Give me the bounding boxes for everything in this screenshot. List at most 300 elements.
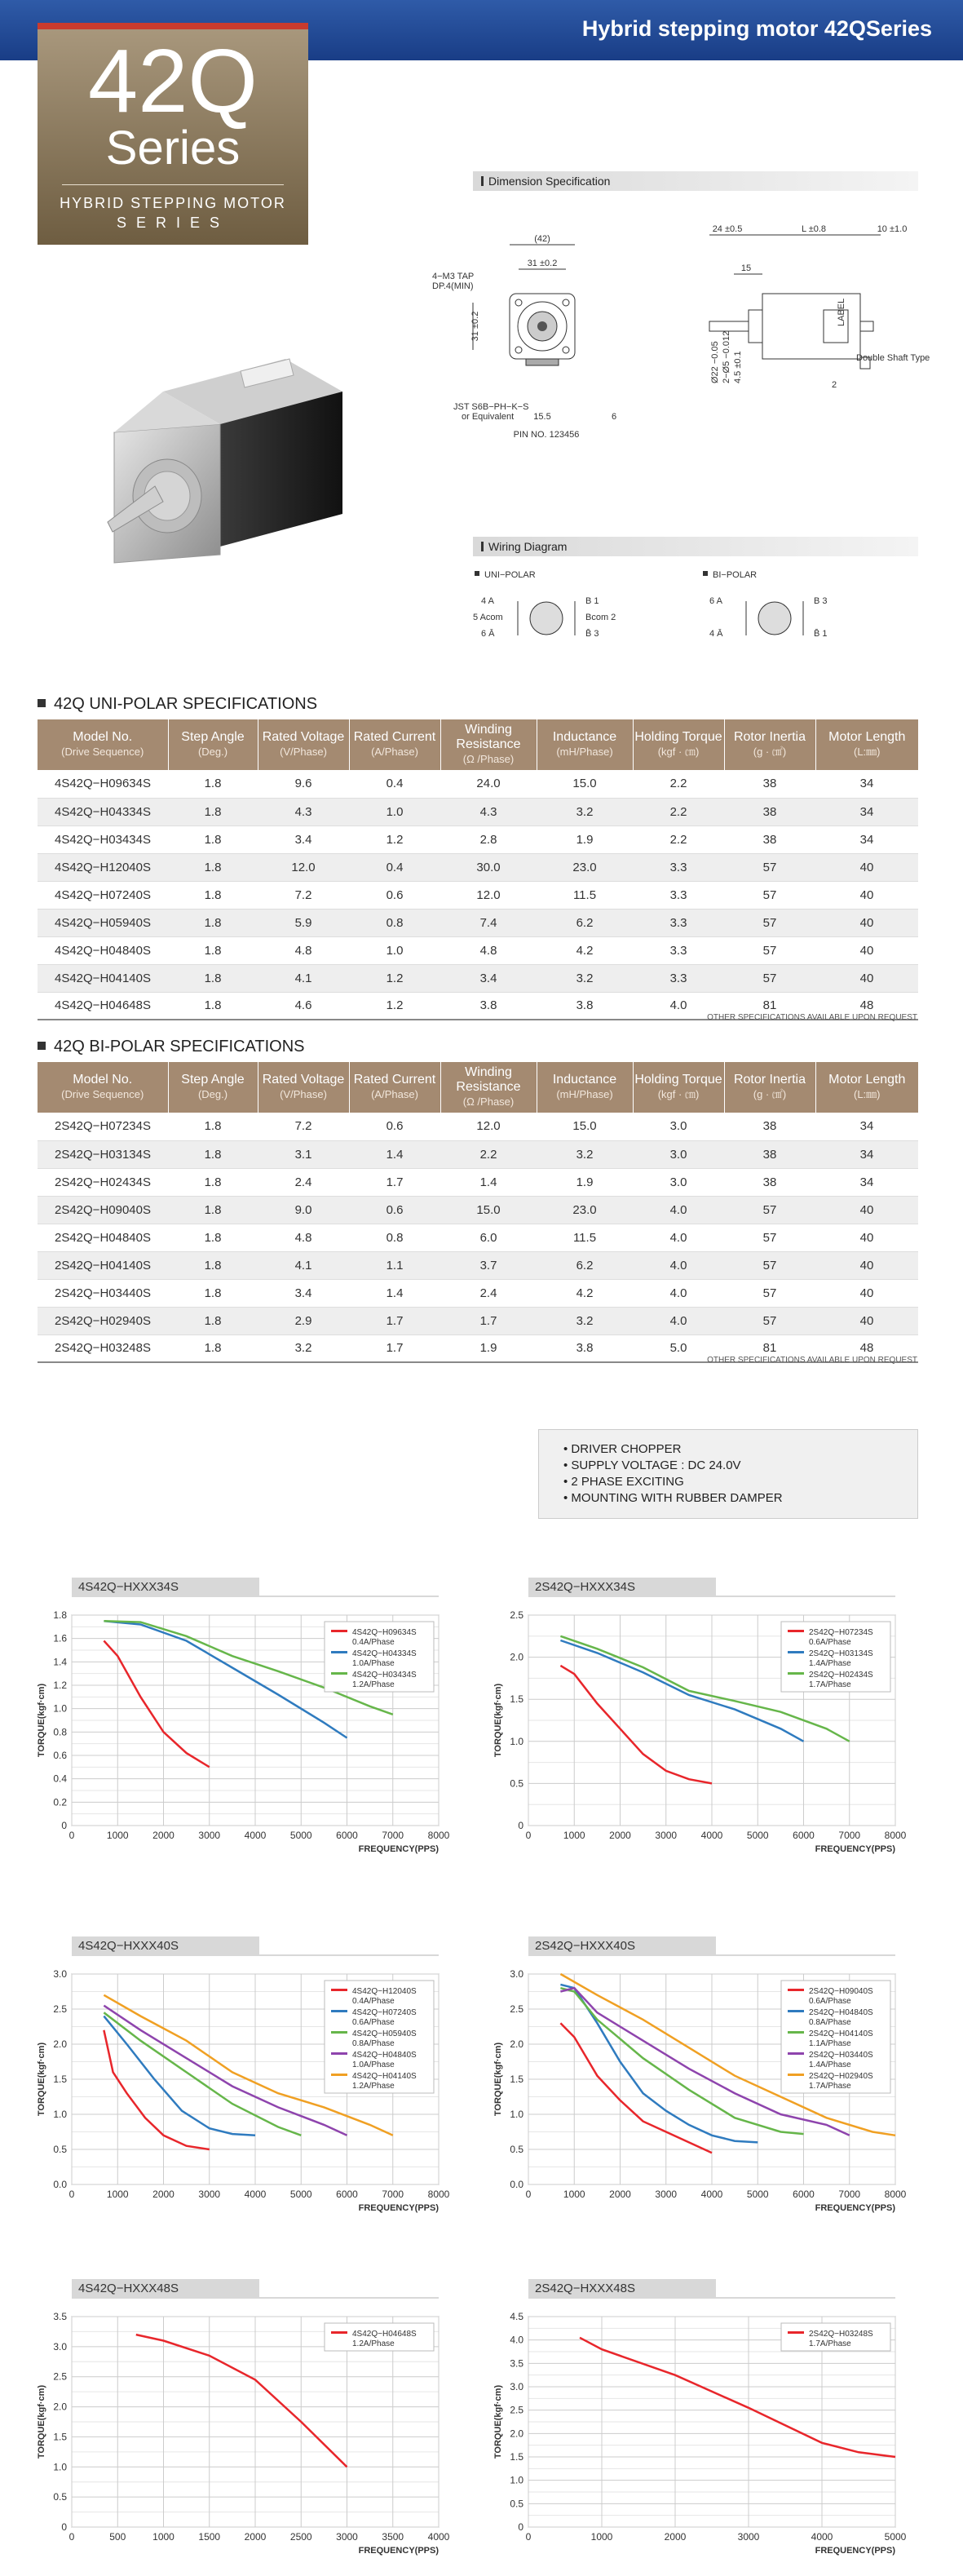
dim-2: 2: [832, 380, 837, 390]
spec-cell: 57: [724, 936, 815, 964]
x-tick-label: 8000: [884, 2189, 907, 2200]
spec-cell: 1.8: [168, 770, 258, 798]
spec-cell: 40: [815, 881, 918, 909]
x-tick-label: 0: [525, 1830, 532, 1841]
page-title: Hybrid stepping motor 42QSeries: [581, 16, 932, 41]
column-header-unit: (Deg.): [197, 746, 228, 758]
spec-cell: 23.0: [537, 853, 633, 881]
y-tick-label: 0.0: [53, 2179, 67, 2190]
column-header-unit: (V/Phase): [280, 1088, 327, 1100]
spec-cell: 3.4: [440, 964, 537, 992]
y-tick-label: 2.0: [510, 1651, 523, 1663]
dim-24: 24 ±0.5: [712, 224, 743, 234]
x-tick-label: 2000: [664, 2531, 687, 2543]
column-header-label: Model No.: [73, 730, 133, 744]
y-axis-title: TORQUE(kgf·cm): [37, 1683, 46, 1758]
spec-cell: 3.2: [258, 1334, 349, 1362]
spec-cell: 4.8: [258, 936, 349, 964]
column-header-unit: (Drive Sequence): [61, 1088, 144, 1100]
legend-series-name: 2S42Q−H02434S: [809, 1671, 873, 1680]
column-header: [537, 719, 633, 770]
x-tick-label: 1000: [152, 2531, 174, 2543]
spec-cell: 57: [724, 1251, 815, 1279]
x-tick-label: 6000: [793, 1830, 815, 1841]
spec-cell: 1.8: [168, 964, 258, 992]
x-tick-label: 1500: [198, 2531, 221, 2543]
x-tick-label: 4000: [244, 2189, 267, 2200]
bi-label-a: 6 A: [709, 596, 722, 606]
spec-cell: 0.4: [349, 770, 440, 798]
spec-cell: 1.0: [349, 936, 440, 964]
spec-cell: 57: [724, 964, 815, 992]
spec-cell: 0.6: [349, 1196, 440, 1224]
model-number-cell: 2S42Q−H07234S: [38, 1113, 168, 1140]
column-header-label: Winding Resistance: [456, 723, 521, 751]
spec-cell: 1.8: [168, 881, 258, 909]
column-header-unit: (g · ㎠): [753, 1088, 787, 1100]
spec-cell: 3.2: [537, 1307, 633, 1334]
logo-divider: [62, 184, 284, 185]
spec-cell: 2.9: [258, 1307, 349, 1334]
column-header-label: Rotor Inertia: [733, 1073, 806, 1087]
legend-swatch: [331, 1672, 347, 1675]
spec-cell: 3.3: [633, 964, 724, 992]
spec-cell: 40: [815, 1279, 918, 1307]
legend-swatch: [331, 1630, 347, 1632]
x-tick-label: 0: [525, 2189, 532, 2200]
spec-cell: 23.0: [537, 1196, 633, 1224]
y-tick-label: 2.0: [510, 2428, 523, 2440]
model-number-cell: 4S42Q−H04334S: [38, 798, 168, 825]
spec-cell: 38: [724, 798, 815, 825]
x-axis-title: FREQUENCY(PPS): [815, 2203, 895, 2213]
model-number-cell: 2S42Q−H03134S: [38, 1140, 168, 1168]
legend-series-current: 0.6A/Phase: [352, 2018, 395, 2027]
spec-cell: 1.8: [168, 1307, 258, 1334]
spec-cell: 34: [815, 1140, 918, 1168]
unipolar-spec-table: [38, 719, 918, 1020]
spec-cell: 2.2: [633, 825, 724, 853]
legend-swatch: [331, 2010, 347, 2012]
legend-series-current: 0.4A/Phase: [352, 1638, 395, 1647]
spec-cell: 1.8: [168, 1168, 258, 1196]
legend-swatch: [788, 2010, 804, 2012]
legend-series-name: 4S42Q−H05940S: [352, 2029, 417, 2038]
uni-label-acom: 5 Acom: [473, 613, 503, 622]
spec-cell: 1.9: [440, 1334, 537, 1362]
spec-cell: 57: [724, 909, 815, 936]
double-shaft-note: Double Shaft Type: [856, 353, 930, 363]
column-header-label: Inductance: [552, 730, 617, 744]
y-tick-label: 2.5: [53, 2003, 67, 2015]
logo-model: 42Q: [88, 31, 258, 131]
bi-label-b-bar: B̄ 1: [814, 629, 828, 639]
spec-cell: 38: [724, 1113, 815, 1140]
feature-item: • MOUNTING WITH RUBBER DAMPER: [563, 1491, 783, 1505]
x-tick-label: 3000: [336, 2531, 358, 2543]
column-header: [349, 719, 440, 770]
y-tick-label: 2.5: [510, 1609, 523, 1621]
spec-cell: 6.2: [537, 909, 633, 936]
spec-cell: 1.8: [168, 1279, 258, 1307]
spec-cell: 4.8: [440, 936, 537, 964]
column-header: [815, 1062, 918, 1113]
y-tick-label: 2.0: [53, 2038, 67, 2050]
spec-cell: 2.4: [258, 1168, 349, 1196]
x-tick-label: 1000: [563, 1830, 585, 1841]
spec-cell: 7.2: [258, 1113, 349, 1140]
legend-series-current: 1.4A/Phase: [809, 2060, 851, 2069]
legend-series-name: 4S42Q−H07240S: [352, 2008, 417, 2017]
torque-chart-2s-34s: [489, 1574, 921, 1868]
spec-cell: 4.0: [633, 1251, 724, 1279]
column-header-label: Inductance: [552, 1073, 617, 1087]
column-header-label: Holding Torque: [634, 730, 722, 744]
spec-cell: 30.0: [440, 853, 537, 881]
x-tick-label: 7000: [838, 1830, 861, 1841]
column-header: [168, 1062, 258, 1113]
legend-series-name: 4S42Q−H04334S: [352, 1649, 417, 1658]
column-header-label: Holding Torque: [634, 1073, 722, 1087]
bi-polar-title: BI−POLAR: [713, 570, 758, 580]
logo-series: Series: [105, 122, 241, 175]
y-tick-label: 2.5: [510, 2404, 523, 2416]
legend-series-name: 2S42Q−H09040S: [809, 1987, 873, 1996]
spec-cell: 40: [815, 936, 918, 964]
dim-15-5: 15.5: [533, 412, 551, 422]
table-row: [38, 1168, 918, 1196]
spec-cell: 3.1: [258, 1140, 349, 1168]
spec-cell: 81: [724, 1334, 815, 1362]
legend-swatch: [788, 2074, 804, 2076]
y-tick-label: 0.5: [53, 2144, 67, 2155]
legend-swatch: [788, 1651, 804, 1653]
spec-cell: 34: [815, 770, 918, 798]
spec-cell: 40: [815, 1196, 918, 1224]
spec-cell: 15.0: [537, 770, 633, 798]
spec-cell: 1.8: [168, 798, 258, 825]
spec-cell: 2.2: [633, 770, 724, 798]
spec-cell: 3.3: [633, 853, 724, 881]
y-tick-label: 3.0: [53, 2340, 67, 2352]
column-header: [724, 1062, 815, 1113]
legend-series-name: 2S42Q−H04140S: [809, 2029, 873, 2038]
y-axis-title: TORQUE(kgf·cm): [37, 2384, 46, 2459]
legend-series-name: 2S42Q−H02940S: [809, 2072, 873, 2081]
y-tick-label: 1.8: [53, 1609, 67, 1621]
column-header: [724, 719, 815, 770]
spec-cell: 1.8: [168, 1140, 258, 1168]
spec-cell: 3.3: [633, 936, 724, 964]
wiring-section-title: Wiring Diagram: [488, 540, 568, 553]
spec-cell: 1.2: [349, 825, 440, 853]
y-tick-label: 0: [518, 2521, 523, 2533]
chart-title: 4S42Q−HXXX40S: [78, 1939, 179, 1953]
spec-cell: 38: [724, 770, 815, 798]
model-number-cell: 4S42Q−H07240S: [38, 881, 168, 909]
y-tick-label: 0.6: [53, 1750, 67, 1761]
chart-title-rule: [528, 1954, 895, 1956]
y-tick-label: 3.5: [53, 2311, 67, 2322]
column-header-unit: (Ω /Phase): [462, 753, 515, 765]
dim-42: (42): [534, 234, 550, 244]
spec-cell: 57: [724, 1307, 815, 1334]
y-tick-label: 0.0: [510, 2179, 523, 2190]
spec-cell: 4.0: [633, 1279, 724, 1307]
y-tick-label: 2.0: [510, 2038, 523, 2050]
column-header-unit: (Drive Sequence): [61, 746, 144, 758]
dim-4-5: 4.5 ±0.1: [733, 351, 743, 383]
x-tick-label: 1000: [563, 2189, 585, 2200]
features-box: [538, 1429, 918, 1519]
x-tick-label: 1000: [106, 2189, 129, 2200]
x-tick-label: 3000: [737, 2531, 760, 2543]
y-tick-label: 1.2: [53, 1680, 67, 1691]
y-tick-label: 3.0: [510, 1968, 523, 1980]
model-number-cell: 4S42Q−H04840S: [38, 936, 168, 964]
table-row: [38, 770, 918, 798]
y-tick-label: 0.4: [53, 1773, 67, 1785]
uni-polar-title: UNI−POLAR: [484, 570, 536, 580]
spec-cell: 3.0: [633, 1168, 724, 1196]
spec-cell: 4.0: [633, 1224, 724, 1251]
spec-cell: 7.4: [440, 909, 537, 936]
x-tick-label: 2500: [289, 2531, 312, 2543]
spec-cell: 2.8: [440, 825, 537, 853]
x-tick-label: 2000: [244, 2531, 267, 2543]
spec-cell: 24.0: [440, 770, 537, 798]
y-tick-label: 0: [518, 1820, 523, 1831]
torque-chart-2s-40s: [489, 1933, 921, 2227]
table-row: [38, 1251, 918, 1279]
spec-cell: 7.2: [258, 881, 349, 909]
column-header-label: Motor Length: [828, 1073, 906, 1087]
dim-31-h: 31 ±0.2: [527, 259, 558, 268]
model-number-cell: 2S42Q−H03440S: [38, 1279, 168, 1307]
spec-cell: 0.6: [349, 1113, 440, 1140]
spec-cell: 38: [724, 825, 815, 853]
chart-title-rule: [72, 1596, 439, 1597]
legend-series-current: 0.6A/Phase: [809, 1997, 851, 2006]
spec-cell: 1.4: [440, 1168, 537, 1196]
bipolar-spec-table: [38, 1062, 918, 1363]
y-tick-label: 0.2: [53, 1796, 67, 1808]
torque-chart-2s-48s: [489, 2276, 921, 2569]
legend-series-name: 4S42Q−H03434S: [352, 1671, 417, 1680]
y-tick-label: 1.5: [53, 2074, 67, 2085]
dim-connector: JST S6B−PH−K−S: [453, 402, 529, 412]
column-header: [168, 719, 258, 770]
spec-cell: 57: [724, 853, 815, 881]
motor-photo: [98, 343, 367, 612]
model-number-cell: 2S42Q−H04840S: [38, 1224, 168, 1251]
model-number-cell: 4S42Q−H09634S: [38, 770, 168, 798]
x-tick-label: 6000: [793, 2189, 815, 2200]
x-tick-label: 3500: [382, 2531, 404, 2543]
spec-cell: 11.5: [537, 881, 633, 909]
spec-cell: 1.2: [349, 992, 440, 1020]
spec-cell: 38: [724, 1168, 815, 1196]
y-tick-label: 0.5: [510, 1777, 523, 1790]
x-tick-label: 4000: [244, 1830, 267, 1841]
spec-cell: 3.3: [633, 881, 724, 909]
spec-cell: 81: [724, 992, 815, 1020]
model-number-cell: 4S42Q−H04140S: [38, 964, 168, 992]
column-header: [633, 719, 724, 770]
x-tick-label: 6000: [336, 2189, 358, 2200]
feature-item: • 2 PHASE EXCITING: [563, 1475, 684, 1489]
table-row: [38, 1140, 918, 1168]
table-row: [38, 853, 918, 881]
legend-series-current: 1.2A/Phase: [352, 2082, 395, 2091]
chart-title-rule: [72, 1954, 439, 1956]
spec-cell: 11.5: [537, 1224, 633, 1251]
unipolar-title: 42Q UNI-POLAR SPECIFICATIONS: [38, 695, 317, 714]
spec-cell: 9.6: [258, 770, 349, 798]
x-tick-label: 1000: [590, 2531, 613, 2543]
spec-cell: 1.4: [349, 1279, 440, 1307]
legend-series-current: 1.0A/Phase: [352, 1659, 395, 1668]
chart-title: 2S42Q−HXXX40S: [535, 1939, 635, 1953]
x-axis-title: FREQUENCY(PPS): [815, 1844, 895, 1854]
wiring-diagram: [473, 564, 918, 654]
legend-swatch: [788, 2331, 804, 2334]
dim-tap-depth: DP.4(MIN): [432, 281, 474, 291]
bi-label-b: B 3: [814, 596, 828, 606]
legend-series-current: 1.4A/Phase: [809, 1659, 851, 1668]
table-row: [38, 1224, 918, 1251]
y-tick-label: 1.0: [53, 2109, 67, 2120]
spec-cell: 15.0: [537, 1113, 633, 1140]
column-header: [815, 719, 918, 770]
spec-cell: 4.1: [258, 964, 349, 992]
x-tick-label: 8000: [884, 1830, 907, 1841]
table-row: [38, 798, 918, 825]
spec-cell: 12.0: [440, 881, 537, 909]
spec-cell: 9.0: [258, 1196, 349, 1224]
column-header-label: Step Angle: [181, 730, 245, 744]
spec-cell: 3.8: [440, 992, 537, 1020]
x-tick-label: 5000: [289, 2189, 312, 2200]
chart-title-rule: [528, 2297, 895, 2299]
column-header-unit: (L:㎜): [853, 746, 881, 758]
column-header-unit: (kgf · ㎝): [657, 1088, 700, 1100]
y-tick-label: 0: [61, 2521, 67, 2533]
column-header-label: Rated Current: [353, 730, 436, 744]
column-header: [38, 1062, 168, 1113]
spec-cell: 6.2: [537, 1251, 633, 1279]
column-header-unit: (L:㎜): [853, 1088, 881, 1100]
bipolar-title: 42Q BI-POLAR SPECIFICATIONS: [38, 1038, 304, 1056]
column-header-unit: (mH/Phase): [556, 746, 613, 758]
spec-cell: 4.8: [258, 1224, 349, 1251]
dim-15: 15: [740, 263, 752, 273]
spec-cell: 2.4: [440, 1279, 537, 1307]
x-tick-label: 0: [68, 2531, 75, 2543]
column-header-unit: (kgf · ㎝): [657, 746, 700, 758]
y-axis-title: TORQUE(kgf·cm): [37, 2042, 46, 2117]
dim-connector-equiv: or Equivalent: [462, 412, 515, 422]
y-tick-label: 1.0: [53, 2461, 67, 2473]
y-tick-label: 3.0: [53, 1968, 67, 1980]
x-tick-label: 1000: [106, 1830, 129, 1841]
model-number-cell: 2S42Q−H02940S: [38, 1307, 168, 1334]
torque-chart-4s-40s: [33, 1933, 465, 2227]
spec-cell: 4.3: [258, 798, 349, 825]
spec-cell: 57: [724, 881, 815, 909]
torque-chart-4s-48s: [33, 2276, 465, 2569]
table-row: [38, 1196, 918, 1224]
spec-cell: 1.8: [168, 909, 258, 936]
spec-cell: 4.3: [440, 798, 537, 825]
x-tick-label: 2000: [609, 2189, 631, 2200]
column-header-label: Model No.: [73, 1073, 133, 1087]
spec-cell: 4.2: [537, 1279, 633, 1307]
legend-series-current: 1.7A/Phase: [809, 1680, 851, 1689]
uni-label-a-bar: 6 Ā: [481, 629, 495, 639]
spec-cell: 48: [815, 992, 918, 1020]
spec-cell: 40: [815, 853, 918, 881]
legend-swatch: [788, 1989, 804, 1991]
dim-10: 10 ±1.0: [877, 224, 908, 234]
spec-cell: 40: [815, 1251, 918, 1279]
spec-cell: 12.0: [258, 853, 349, 881]
column-header: [537, 1062, 633, 1113]
y-tick-label: 2.5: [53, 2370, 67, 2383]
legend-swatch: [788, 2052, 804, 2055]
table-row: [38, 909, 918, 936]
column-header-unit: (V/Phase): [280, 746, 327, 758]
spec-cell: 38: [724, 1140, 815, 1168]
unipolar-note: OTHER SPECIFICATIONS AVAILABLE UPON REQUEST: [707, 1013, 917, 1022]
spec-cell: 40: [815, 1307, 918, 1334]
spec-cell: 3.3: [633, 909, 724, 936]
y-tick-label: 1.5: [510, 2074, 523, 2085]
y-tick-label: 1.5: [510, 2451, 523, 2463]
x-tick-label: 7000: [382, 1830, 404, 1841]
spec-cell: 1.8: [168, 1196, 258, 1224]
x-tick-label: 0: [525, 2531, 532, 2543]
dimension-section-title: Dimension Specification: [488, 175, 611, 188]
feature-item: • DRIVER CHOPPER: [563, 1442, 682, 1456]
logo-subtitle: HYBRID STEPPING MOTOR: [60, 195, 286, 211]
column-header-label: Rated Current: [353, 1073, 436, 1087]
spec-cell: 2.2: [633, 798, 724, 825]
spec-cell: 3.0: [633, 1140, 724, 1168]
spec-cell: 1.7: [440, 1307, 537, 1334]
legend-swatch: [331, 2052, 347, 2055]
y-tick-label: 4.0: [510, 2334, 523, 2346]
column-header: [633, 1062, 724, 1113]
chart-title: 4S42Q−HXXX48S: [78, 2282, 179, 2295]
y-tick-label: 1.0: [510, 2109, 523, 2120]
x-tick-label: 8000: [427, 1830, 450, 1841]
spec-cell: 4.2: [537, 936, 633, 964]
legend-swatch: [788, 1672, 804, 1675]
y-tick-label: 0.5: [510, 2144, 523, 2155]
legend-series-current: 0.8A/Phase: [352, 2039, 395, 2048]
legend-series-current: 0.8A/Phase: [809, 2018, 851, 2027]
y-tick-label: 4.5: [510, 2311, 523, 2322]
spec-cell: 3.0: [633, 1113, 724, 1140]
legend-series-current: 1.1A/Phase: [809, 2039, 851, 2048]
legend-series-name: 2S42Q−H03134S: [809, 1649, 873, 1658]
legend-series-name: 2S42Q−H04840S: [809, 2008, 873, 2017]
y-tick-label: 1.0: [53, 1702, 67, 1715]
column-header-label: Rated Voltage: [262, 730, 345, 744]
table-row: [38, 1279, 918, 1307]
chart-title: 2S42Q−HXXX34S: [535, 1580, 635, 1594]
